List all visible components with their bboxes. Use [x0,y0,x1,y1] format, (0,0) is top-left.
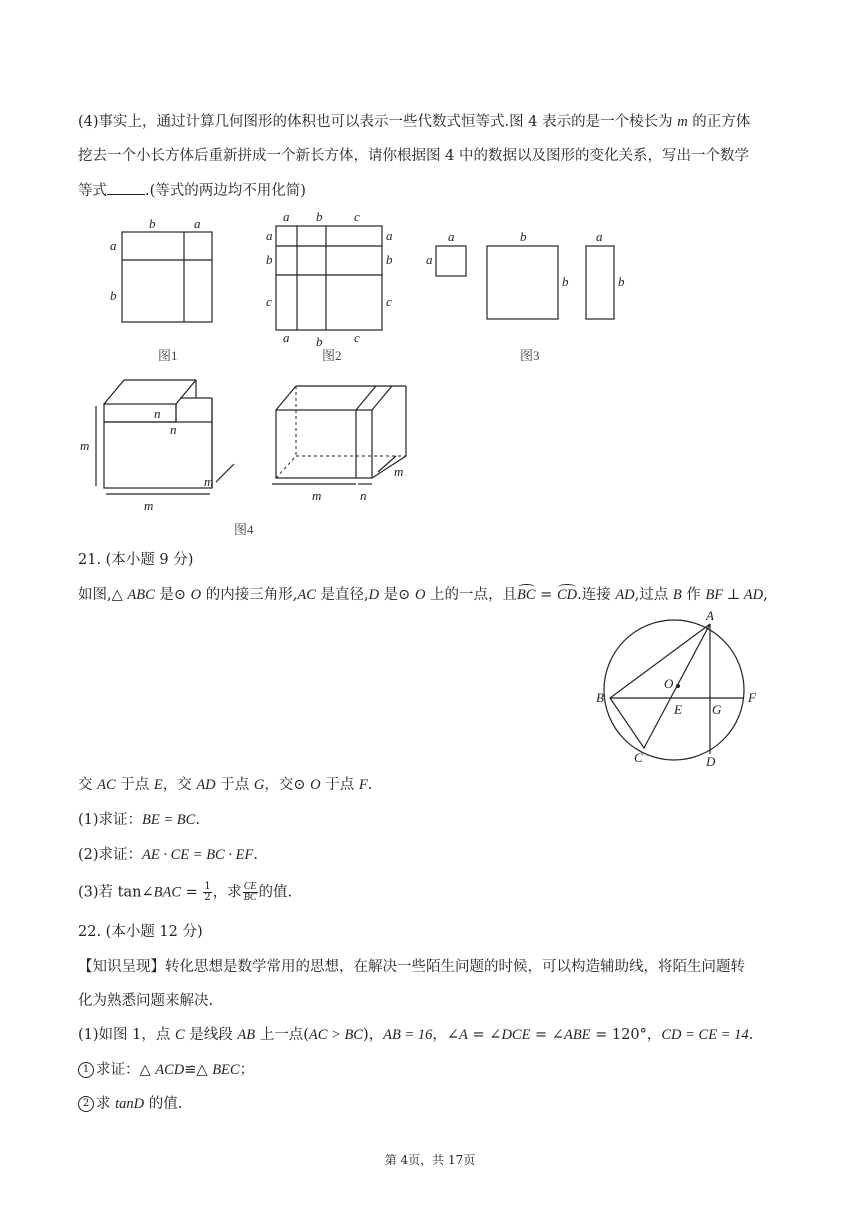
q22-intro-line1: 【知识呈现】转化思想是数学常用的思想，在解决一些陌生问题的时候，可以构造辅助线，将陌生问题转 [78,959,745,975]
svg-text:a: a [426,252,433,267]
q21-part1: (1)求证：BE = BC. [78,812,200,828]
q20-part4-line3: 等式 .(等式的两边均不用化简) [78,180,306,201]
fig1-caption: 图1 [158,348,178,363]
q22-header: 22. (本小题 12 分) [78,924,203,940]
fig4-caption: 图4 [234,522,254,537]
svg-text:D: D [706,754,716,769]
page-footer: 第 4页，共 17页 [384,1153,476,1167]
q21-circle-diagram [590,608,770,772]
q21-part2: (2)求证：AE · CE = BC · EF. [78,847,258,863]
q20-part4-line1: (4)事实上，通过计算几何图形的体积也可以表示一些代数式恒等式.图 4 表示的是一个棱长为 m 的正方体 [78,114,751,130]
figure-4 [70,372,430,542]
svg-text:F: F [748,690,756,705]
q21-stem-cont: 交 AC 于点 E，交 AD 于点 G，交⊙ O 于点 F. [78,777,373,793]
svg-text:c: c [266,294,272,309]
svg-text:c: c [354,209,360,224]
center-point [676,684,680,688]
svg-text:b: b [386,252,393,267]
svg-text:E: E [674,702,682,717]
q22-part1: (1)如图 1，点 C 是线段 AB 上一点(AC > BC)，AB = 16，∠A = ∠DCE = ∠ABE = 120°，CD = CE = 14. [78,1027,754,1043]
fig3-caption: 图3 [520,348,540,363]
svg-text:C: C [634,750,643,765]
q22-sub1: 1 求证：△ ACD≌△ BEC； [78,1060,254,1080]
svg-text:O: O [664,676,674,691]
fig1-label-b: b [149,216,156,231]
q22-intro-line2: 化为熟悉问题来解决. [78,993,214,1009]
svg-text:G: G [712,702,722,717]
svg-text:n: n [154,406,161,421]
svg-text:b: b [520,229,527,244]
fig2-caption: 图2 [322,348,342,363]
fig1-label-a: a [194,216,201,231]
q21-header: 21. (本小题 9 分) [78,552,194,568]
svg-text:A: A [706,608,714,623]
svg-text:c: c [354,330,360,345]
svg-text:B: B [596,690,604,705]
figures-1-3 [100,208,660,373]
q21-part3: (3)若 tan∠BAC = $\frac{1}{2}$ ，求 $\frac{CE}{BC}$ 的值. [78,881,293,903]
svg-text:b: b [266,252,273,267]
svg-text:m: m [204,474,214,489]
svg-text:a: a [266,228,273,243]
q22-sub2: 2 求 tanD 的值. [78,1094,182,1114]
fig1-label-b-left: b [110,288,117,303]
svg-text:a: a [283,209,290,224]
svg-text:n: n [360,488,367,503]
svg-text:b: b [316,334,323,349]
q21-stem: 如图,△ ABC 是⊙ O 的内接三角形,AC 是直径,D 是⊙ O 上的一点，且BC = CD.连接 AD,过点 B 作 BF ⊥ AD, [78,587,768,603]
svg-text:m: m [312,488,322,503]
answer-blank [107,180,145,195]
svg-text:b: b [562,274,569,289]
svg-text:a: a [386,228,393,243]
svg-text:b: b [618,274,625,289]
svg-text:a: a [283,330,290,345]
fig1-label-a-left: a [110,238,117,253]
svg-text:m: m [394,464,404,479]
svg-text:m: m [144,498,154,513]
svg-text:m: m [80,438,90,453]
svg-text:a: a [596,229,603,244]
svg-text:n: n [170,422,177,437]
svg-text:b: b [316,209,323,224]
svg-text:c: c [386,294,392,309]
q20-part4-line2: 挖去一个小长方体后重新拼成一个新长方体，请你根据图 4 中的数据以及图形的变化关系，写出一个数学 [78,148,749,164]
svg-text:a: a [448,229,455,244]
